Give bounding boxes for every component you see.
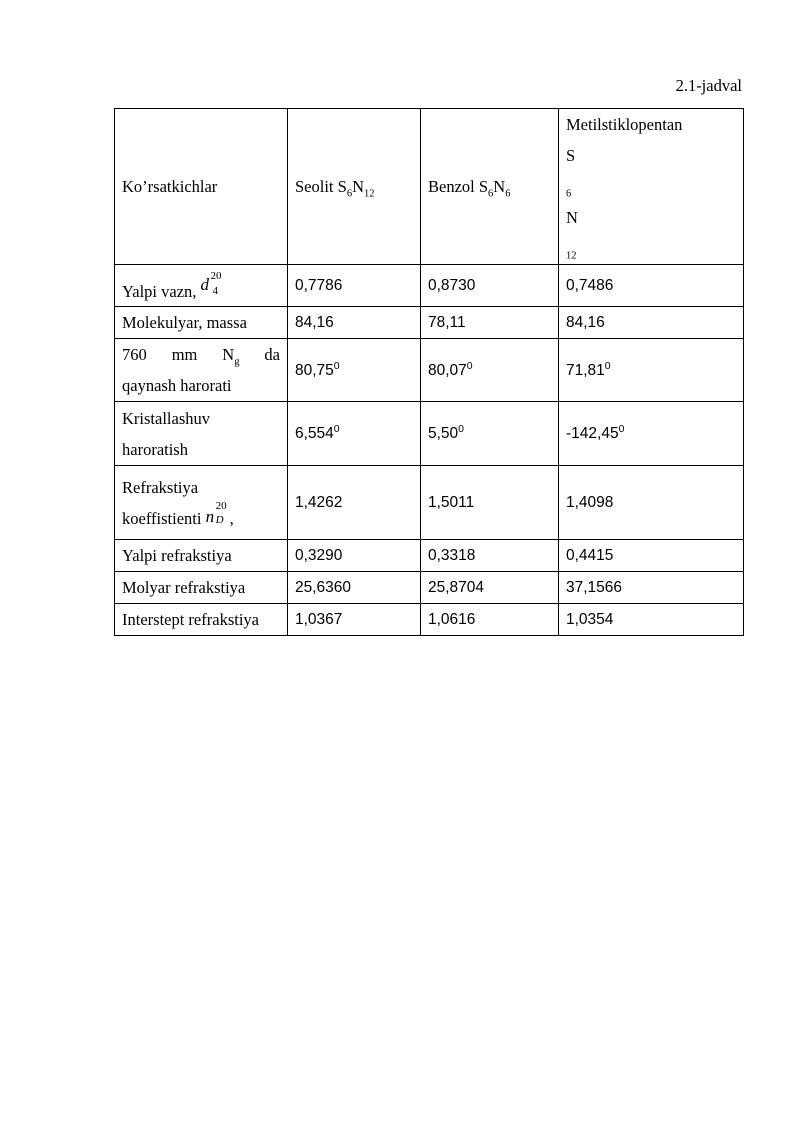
metilstiklopentan-value: 84,16 [559, 307, 744, 339]
benzol-value: 5,50$^0$ [421, 402, 559, 466]
benzol-value: 25,8704 [421, 572, 559, 604]
table-row [115, 339, 744, 402]
seolit-value: 84,16 [288, 307, 421, 339]
row-label: Molekulyar, massa [115, 307, 288, 339]
table-row [115, 604, 744, 636]
benzol-value: 0,8730 [421, 265, 559, 307]
table-row [115, 466, 744, 540]
seolit-value: 25,6360 [288, 572, 421, 604]
benzol-value: 78,11 [421, 307, 559, 339]
table-caption: 2.1-jadval [675, 76, 742, 95]
benzol-value: 0,3318 [421, 540, 559, 572]
density-symbol: d 20 4 [200, 270, 222, 297]
refractive-index-symbol: n 20 D [205, 499, 227, 526]
metilstiklopentan-value: 1,4098 [559, 466, 744, 540]
metilstiklopentan-value: 1,0354 [559, 604, 744, 636]
row-label: 760 mm $N_g$ da qaynash harorati [115, 339, 288, 402]
metilstiklopentan-value: 0,7486 [559, 265, 744, 307]
properties-table [114, 108, 744, 636]
row-label: Interstept refrakstiya [115, 604, 288, 636]
header-cell-indicators: Ko’rsatkichlar [115, 109, 288, 265]
table-row [115, 572, 744, 604]
row-label: Refrakstiya koeffistienti n 20 D , [115, 466, 288, 540]
seolit-value: 1,0367 [288, 604, 421, 636]
seolit-value: 6,554$^0$ [288, 402, 421, 466]
metilstiklopentan-value: -142,45$^0$ [559, 402, 744, 466]
row-label: Yalpi refrakstiya [115, 540, 288, 572]
seolit-value: 1,4262 [288, 466, 421, 540]
table-row [115, 540, 744, 572]
seolit-value: 0,3290 [288, 540, 421, 572]
header-cell-metilstiklopentan: Metilstiklopentan S $_6$ N $_{12}$ [559, 109, 744, 265]
metilstiklopentan-value: 71,81$^0$ [559, 339, 744, 402]
metilstiklopentan-value: 37,1566 [559, 572, 744, 604]
seolit-value: 80,75$^0$ [288, 339, 421, 402]
metilstiklopentan-value: 0,4415 [559, 540, 744, 572]
row-label: Yalpi vazn, d 20 4 [115, 265, 288, 307]
row-label: Kristallashuv haroratish [115, 402, 288, 466]
table-row [115, 265, 744, 307]
benzol-value: 80,07$^0$ [421, 339, 559, 402]
table-header-row [115, 109, 744, 265]
header-cell-seolit: Seolit $S_6N_{12}$ [288, 109, 421, 265]
seolit-value: 0,7786 [288, 265, 421, 307]
row-label: Molyar refrakstiya [115, 572, 288, 604]
table-row [115, 402, 744, 466]
table-row [115, 307, 744, 339]
header-cell-benzol: Benzol $S_6N_6$ [421, 109, 559, 265]
benzol-value: 1,5011 [421, 466, 559, 540]
benzol-value: 1,0616 [421, 604, 559, 636]
